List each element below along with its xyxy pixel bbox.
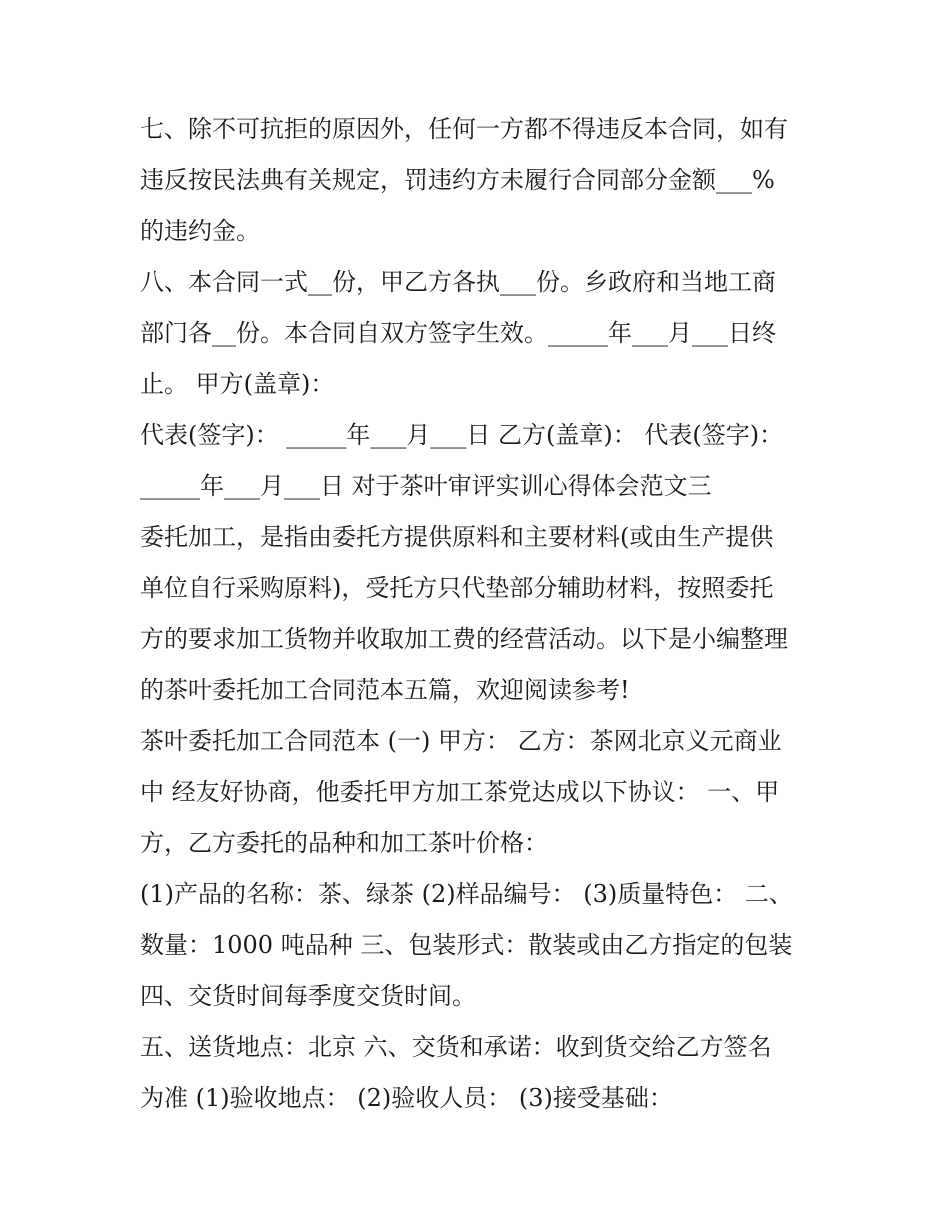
text-line: 四、交货时间每季度交货时间。: [140, 982, 476, 1010]
text-line: 代表(签字)： _____年___月___日 乙方(盖章)： 代表(签字)：: [140, 421, 784, 449]
text-line: 中 经友好协商，他委托甲方加工茶党达成以下协议： 一、甲: [140, 778, 780, 806]
text-line: 方的要求加工货物并收取加工费的经营活动。以下是小编整理: [140, 625, 788, 653]
text-line: 止。 甲方(盖章)：: [140, 370, 335, 398]
text-line: 的茶叶委托加工合同范本五篇，欢迎阅读参考!: [140, 676, 630, 704]
text-line: 为准 (1)验收地点： (2)验收人员： (3)接受基础：: [140, 1084, 673, 1112]
text-line: 的违约金。: [140, 217, 260, 245]
document-body: [140, 104, 830, 1124]
text-line: 数量：1000 吨品种 三、包装形式：散装或由乙方指定的包装: [140, 931, 793, 959]
text-line: 茶叶委托加工合同范本 (一) 甲方： 乙方：茶网北京义元商业: [140, 727, 782, 755]
text-line: 方，乙方委托的品种和加工茶叶价格：: [140, 829, 548, 857]
text-line: 单位自行采购原料)，受托方只代垫部分辅助材料，按照委托: [140, 574, 774, 602]
text-line: 七、除不可抗拒的原因外，任何一方都不得违反本合同，如有: [140, 115, 788, 143]
text-line: 八、本合同一式__份，甲乙方各执___份。乡政府和当地工商: [140, 268, 776, 296]
text-line: 委托加工，是指由委托方提供原料和主要材料(或由生产提供: [140, 523, 774, 551]
text-line: 五、送货地点：北京 六、交货和承诺：收到货交给乙方签名: [140, 1033, 772, 1061]
text-line: _____年___月___日 对于茶叶审评实训心得体会范文三: [140, 472, 712, 500]
text-line: 违反按民法典有关规定，罚违约方未履行合同部分金额___%: [140, 166, 775, 194]
text-line: 部门各__份。本合同自双方签字生效。_____年___月___日终: [140, 319, 776, 347]
text-line: (1)产品的名称：茶、绿茶 (2)样品编号： (3)质量特色： 二、: [140, 880, 793, 908]
